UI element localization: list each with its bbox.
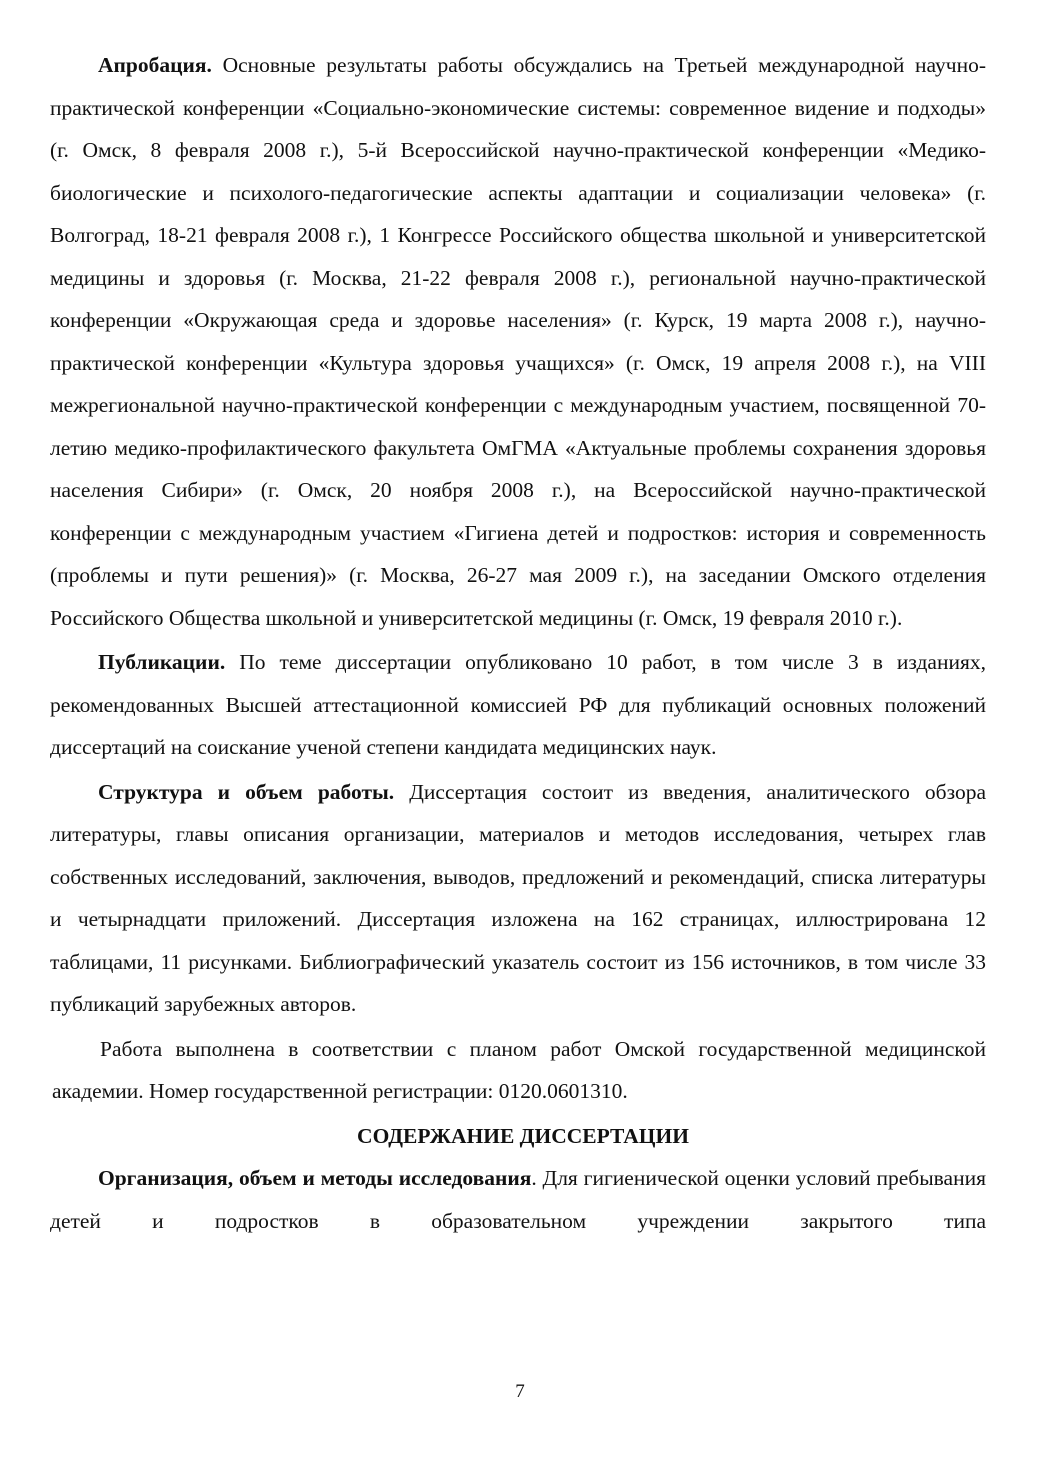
registration-text: Работа выполнена в соответствии с планом работ Омской государственной медицинской академии. Номер государственной регистрации: 0120.0601310. (52, 1036, 986, 1103)
organization-lead: Организация, объем и методы исследования (98, 1166, 532, 1190)
paragraph-registration (50, 1028, 986, 1113)
section-heading: СОДЕРЖАНИЕ ДИССЕРТАЦИИ (357, 1123, 689, 1148)
publications-lead: Публикации. (98, 650, 226, 674)
paragraph-organization (50, 1157, 986, 1242)
approbation-text: Основные результаты работы обсуждались на Третьей международной научно-практической конференции «Социально-экономические системы: современное видение и подходы» (г. Омск, 8 февраля 2008 г.), 5-й Всероссийской научно-практической конференции «Медико-биологические и психолого-педагогические аспекты адаптации и социализации человека» (г. Волгоград, 18-21 февраля 2008 г.), 1 Конгрессе Российского общества школьной и университетской медицины и здоровья (г. Москва, 21-22 февраля 2008 г.), региональной научно-практической конференции «Окружающая среда и здоровье населения» (г. Курск, 19 марта 2008 г.), научно-практической конференции «Культура здоровья учащихся» (г. Омск, 19 апреля 2008 г.), на VIII межрегиональной научно-практической конференции с международным участием, посвященной 70-летию медико-профилактического факультета ОмГМА «Актуальные проблемы сохранения здоровья населения Сибири» (г. Омск, 20 ноября 2008 г.), на Всероссийской научно-практической конференции с международным участием «Гигиена детей и подростков: история и современность (проблемы и пути решения)» (г. Москва, 26-27 мая 2009 г.), на заседании Омского отделения Российского Общества школьной и университетской медицины (г. Омск, 19 февраля 2010 г.). (50, 53, 986, 630)
paragraph-publications (50, 641, 986, 769)
organization-text: . Для гигиенической оценки условий пребывания детей и подростков в образовательном учреждении закрытого типа (50, 1166, 986, 1233)
paragraph-approbation (50, 44, 986, 639)
document-page (50, 44, 986, 1244)
paragraph-structure (50, 771, 986, 1026)
approbation-lead: Апробация. (98, 53, 212, 77)
page-number: 7 (515, 1381, 525, 1402)
structure-lead: Структура и объем работы. (98, 779, 395, 804)
publications-text: По теме диссертации опубликовано 10 работ, в том числе 3 в изданиях, рекомендованных Высшей аттестационной комиссией РФ для публикаций основных положений диссертаций на соискание ученой степени кандидата медицинских наук. (50, 650, 986, 759)
structure-text: Диссертация состоит из введения, аналитического обзора литературы, главы описания организации, материалов и методов исследования, четырех глав собственных исследований, заключения, выводов, предложений и рекомендаций, списка литературы и четырнадцати приложений. Диссертация изложена на 162 страницах, иллюстрирована 12 таблицами, 11 рисунками. Библиографический указатель состоит из 156 источников, в том числе 33 публикаций зарубежных авторов. (50, 779, 986, 1016)
